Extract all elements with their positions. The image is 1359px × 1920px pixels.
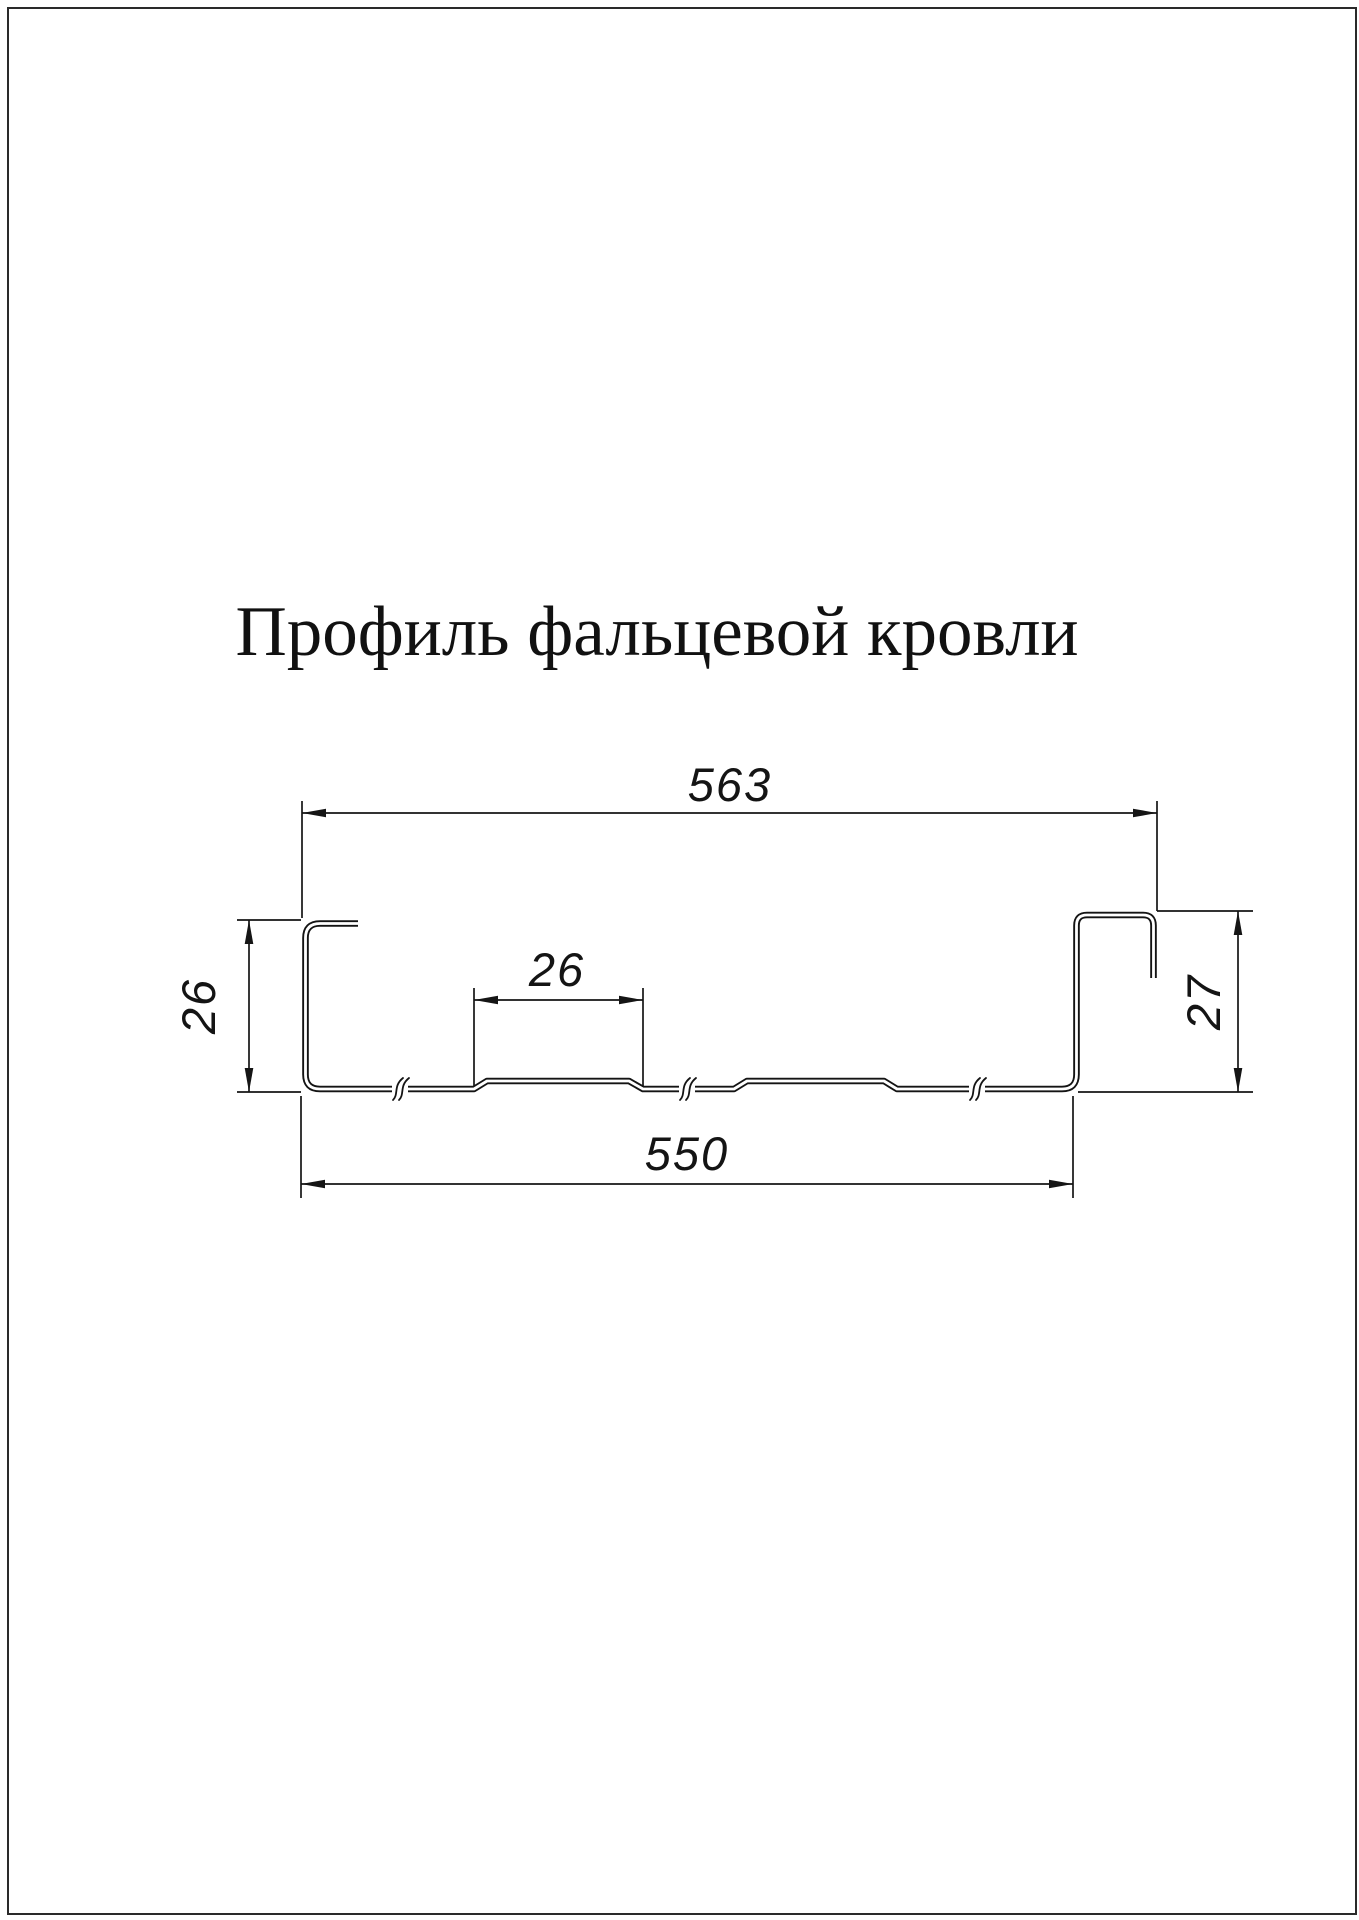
arrowhead-left — [301, 1180, 325, 1189]
break-mark — [969, 1078, 986, 1100]
dimension-bottom-width — [301, 1096, 1073, 1198]
arrowhead-bottom — [1234, 1068, 1243, 1092]
dimension-top-width — [302, 758, 1157, 918]
dimension-value-rib-width: 26 — [528, 943, 586, 996]
drawing-title: Профиль фальцевой кровли — [235, 593, 1079, 671]
profile-outline — [306, 915, 1154, 1089]
dimension-value-right-seam-height: 27 — [1177, 973, 1230, 1031]
arrowhead-right — [1049, 1180, 1073, 1189]
arrowhead-right — [619, 996, 643, 1005]
dimension-right-seam-height — [1078, 911, 1253, 1092]
dimension-rib-width — [474, 943, 643, 1087]
break-mark — [392, 1078, 409, 1100]
arrowhead-bottom — [245, 1068, 254, 1092]
arrowhead-right — [1133, 809, 1157, 818]
arrowhead-top — [245, 920, 254, 944]
dimension-value-bottom-width: 550 — [644, 1127, 730, 1180]
break-mark — [679, 1078, 696, 1100]
profile-sheet-inner — [306, 915, 1154, 1089]
dimension-left-seam-height — [172, 920, 301, 1092]
arrowhead-top — [1234, 911, 1243, 935]
dimension-value-left-seam-height: 26 — [172, 977, 225, 1035]
dimension-value-top-width: 563 — [687, 758, 773, 811]
profile-sheet-outer — [306, 915, 1154, 1089]
arrowhead-left — [474, 996, 498, 1005]
arrowhead-left — [302, 809, 326, 818]
